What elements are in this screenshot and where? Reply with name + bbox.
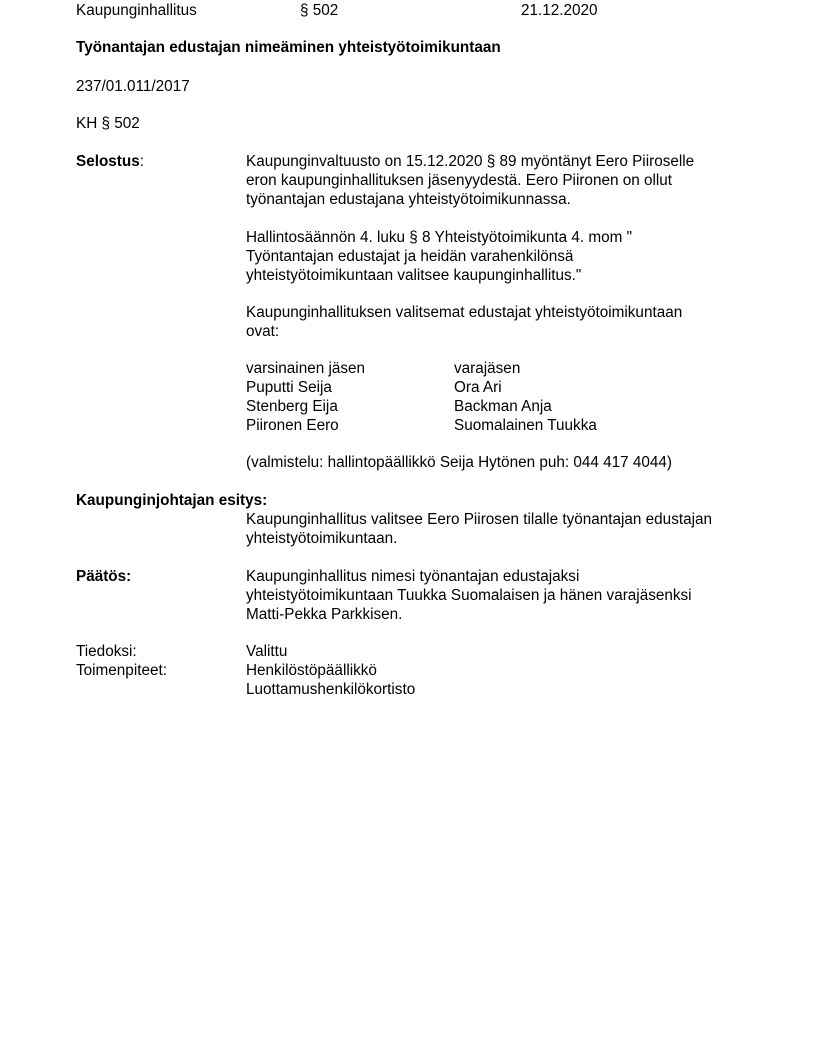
selostus-label [76, 152, 144, 171]
member-deputy: Ora Ari [454, 379, 502, 396]
record-number: 237/01.011/2017 [76, 78, 190, 95]
tiedoksi-label: Tiedoksi: [76, 643, 137, 660]
selostus-paragraph-3 [246, 303, 766, 341]
header-section: § 502 [300, 2, 339, 19]
toimenpiteet-value: Luottamushenkilökortisto [246, 681, 416, 698]
text-line: Kaupunginhallitus valitsee Eero Piirosen tilalle työnantajan edustajan [246, 511, 713, 528]
proposal-text [246, 510, 766, 548]
member-regular: Puputti Seija [246, 379, 332, 396]
text-line: Kaupunginhallitus nimesi työnantajan edustajaksi [246, 568, 580, 585]
member-regular: Piironen Eero [246, 417, 339, 434]
text-line: Matti-Pekka Parkkisen. [246, 606, 403, 623]
text-line: Kaupunginvaltuusto on 15.12.2020 § 89 myöntänyt Eero Piiroselle [246, 153, 695, 170]
text-line: ovat: [246, 323, 280, 340]
document-title: Työnantajan edustajan nimeäminen yhteistyötoimikuntaan [76, 39, 501, 56]
text-line: Kaupunginhallituksen valitsemat edustajat yhteistyötoimikuntaan [246, 304, 683, 321]
preparer-note: (valmistelu: hallintopäällikkö Seija Hytönen puh: 044 417 4044) [246, 454, 673, 471]
header-body: Kaupunginhallitus [76, 2, 197, 19]
kh-reference: KH § 502 [76, 115, 140, 132]
decision-text [246, 567, 766, 624]
text-line: yhteistyötoimikuntaan valitsee kaupunginhallitus." [246, 267, 582, 284]
header-date: 21.12.2020 [521, 2, 598, 19]
text-line: yhteistyötoimikuntaan. [246, 530, 398, 547]
text-line: Hallintosäännön 4. luku § 8 Yhteistyötoimikunta 4. mom " [246, 229, 633, 246]
members-header-regular: varsinainen jäsen [246, 360, 366, 377]
decision-label: Päätös: [76, 568, 132, 585]
toimenpiteet-value: Henkilöstöpäällikkö [246, 662, 377, 679]
tiedoksi-value: Valittu [246, 643, 288, 660]
toimenpiteet-label: Toimenpiteet: [76, 662, 167, 679]
text-line: eron kaupunginhallituksen jäsenyydestä. Eero Piironen on ollut [246, 172, 673, 189]
members-header-deputy: varajäsen [454, 360, 521, 377]
member-regular: Stenberg Eija [246, 398, 338, 415]
text-line: työnantajan edustajana yhteistyötoimikunnassa. [246, 191, 571, 208]
selostus-paragraph-2 [246, 228, 766, 285]
member-deputy: Backman Anja [454, 398, 552, 415]
selostus-paragraph-1 [246, 152, 766, 209]
member-deputy: Suomalainen Tuukka [454, 417, 597, 434]
text-line: Työntantajan edustajat ja heidän varahenkilönsä [246, 248, 574, 265]
text-line: yhteistyötoimikuntaan Tuukka Suomalaisen ja hänen varajäsenksi [246, 587, 692, 604]
selostus-label-text: Selostus [76, 153, 140, 170]
proposal-label: Kaupunginjohtajan esitys: [76, 492, 268, 509]
selostus-colon: : [139, 153, 145, 170]
